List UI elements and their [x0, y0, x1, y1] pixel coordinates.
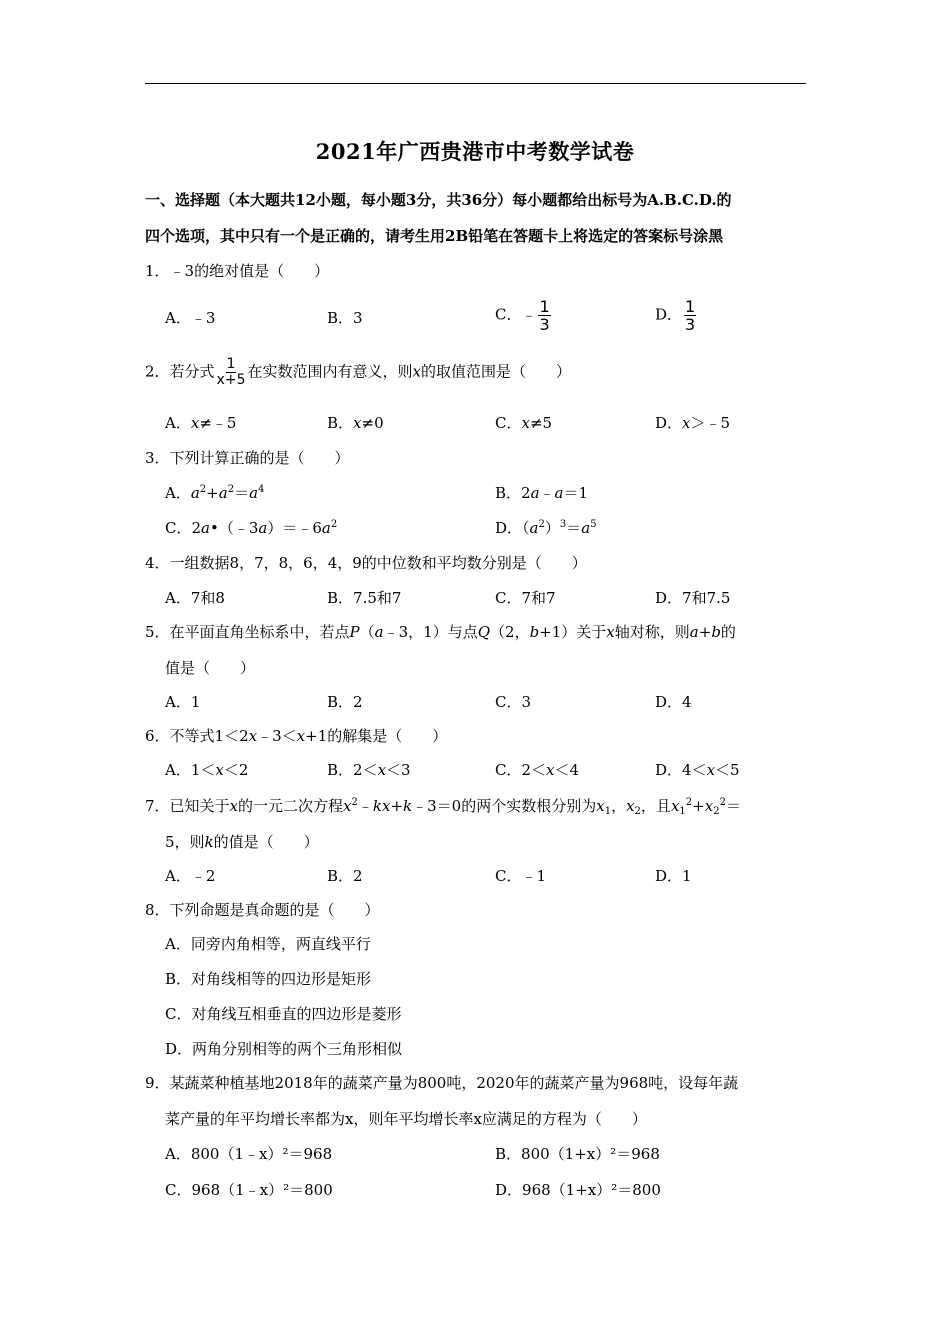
q6-option-b: B．2＜x＜3: [327, 761, 411, 779]
q4-option-d: D．7和7.5: [655, 589, 731, 607]
frac-den: x+5: [216, 372, 246, 388]
q7-option-b: B．2: [327, 867, 363, 885]
q3-stem: 3．下列计算正确的是（ ）: [145, 449, 350, 467]
frac-den: 3: [685, 315, 696, 334]
q4-stem: 4．一组数据8，7，8，6，4，9的中位数和平均数分别是（ ）: [145, 554, 587, 572]
opt-expr: ≠﹣5: [199, 414, 237, 432]
q3-option-c: C．$2a•(﹣3a)=﹣6a^2$: [165, 519, 338, 537]
q7-option-d: D．1: [655, 867, 692, 885]
q2-stem-rest1: 在实数范围内有意义，则: [247, 362, 413, 381]
q5-option-b: B．2: [327, 693, 363, 711]
q6-stem: 6．不等式1＜2x﹣3＜x+1的解集是（ ）: [145, 727, 448, 745]
q4-option-a: A．7和8: [165, 589, 225, 607]
section-heading-line2: 四个选项，其中只有一个是正确的，请考生用2B铅笔在答题卡上将选定的答案标号涂黑: [145, 227, 724, 245]
frac-num: 1: [685, 297, 696, 316]
opt-label: B．: [327, 414, 354, 432]
opt-expr: ≠0: [361, 414, 384, 432]
q8-stem: 8．下列命题是真命题的是（ ）: [145, 901, 380, 919]
q8-option-d: D．两角分别相等的两个三角形相似: [165, 1040, 403, 1058]
q8-option-c: C．对角线互相垂直的四边形是菱形: [165, 1005, 402, 1023]
q3-option-d: D．$(a^2)^3=a^5$: [495, 519, 597, 537]
page-title: 2021年广西贵港市中考数学试卷: [315, 139, 635, 164]
q1-option-a: A．﹣3: [165, 309, 216, 327]
q1-option-c-label: C．﹣: [495, 305, 537, 324]
q5-stem-line1: 5．在平面直角坐标系中，若点P（a﹣3，1）与点Q（2，b+1）关于x轴对称，则a+b的: [145, 623, 736, 641]
q1-c-fraction: [538, 298, 550, 333]
q2-stem-num: 2．若分式: [145, 362, 215, 381]
q1-option-c: [495, 298, 553, 333]
q2-option-d: [655, 413, 730, 433]
opt-expr: ＞﹣5: [690, 414, 731, 432]
q1-option-b: B．3: [327, 309, 363, 327]
frac-num: 1: [226, 356, 236, 372]
q5-option-d: D．4: [655, 693, 692, 711]
q7-option-c: C．﹣1: [495, 867, 547, 885]
q6-option-d: D．4＜x＜5: [655, 761, 740, 779]
frac-num: 1: [539, 297, 550, 316]
q2-fraction: [217, 357, 246, 388]
opt-label: D．: [655, 414, 683, 432]
q6-option-a: A．1＜x＜2: [165, 761, 249, 779]
q4-option-c: C．7和7: [495, 589, 556, 607]
q7-stem-line2: 5，则k的值是（ ）: [165, 833, 319, 851]
q1-d-fraction: [684, 298, 696, 333]
opt-label: A．: [165, 414, 191, 432]
q2-option-c: [495, 413, 552, 433]
q9-option-a: A．800（1﹣x）²＝968: [165, 1145, 333, 1163]
q9-stem-line2: 菜产量的年平均增长率都为x，则年平均增长率x应满足的方程为（ ）: [165, 1110, 647, 1128]
var-x: x: [190, 414, 200, 432]
q2-stem: [145, 357, 571, 388]
q7-option-a: A．﹣2: [165, 867, 216, 885]
q2-option-a: [165, 413, 236, 433]
section-heading-line1: 一、选择题（本大题共12小题，每小题3分，共36分）每小题都给出标号为A.B.C.D.的: [145, 191, 732, 209]
q1-stem: 1．﹣3的绝对值是（ ）: [145, 262, 330, 280]
var-x: x: [682, 414, 691, 432]
frac-den: 3: [539, 315, 550, 334]
q3-option-b: B．2a﹣a＝1: [495, 484, 589, 502]
q9-stem-line1: 9．某蔬菜种植基地2018年的蔬菜产量为800吨，2020年的蔬菜产量为968吨，设每年蔬: [145, 1074, 739, 1092]
opt-label: C．: [495, 414, 522, 432]
q9-option-d: D．968（1+x）²＝800: [495, 1181, 661, 1199]
opt-expr: ≠5: [529, 414, 553, 432]
q4-option-b: B．7.5和7: [327, 589, 402, 607]
q8-option-a: A．同旁内角相等，两直线平行: [165, 935, 371, 953]
q2-stem-rest2: 的取值范围是（ ）: [420, 362, 571, 381]
q5-stem-line2: 值是（ ）: [165, 659, 256, 677]
q2-option-b: [327, 413, 384, 433]
q7-stem-line1: 7．已知关于x的一元二次方程$x^2﹣kx+k﹣3=0$的两个实数根分别为$x_1$，$x_2$，且$x_1^2+x_2^2=$: [145, 797, 741, 817]
q5-option-a: A．1: [165, 693, 201, 711]
var-x: x: [521, 414, 530, 432]
q6-option-c: C．2＜x＜4: [495, 761, 580, 779]
q3-option-a: A．$a^2+a^2=a^4$: [165, 484, 265, 502]
var-x: x: [412, 362, 421, 381]
q9-option-c: C．968（1﹣x）²＝800: [165, 1181, 333, 1199]
q8-option-b: B．对角线相等的四边形是矩形: [165, 970, 372, 988]
q5-option-c: C．3: [495, 693, 532, 711]
q5-stem-text: 5．在平面直角坐标系中，若点: [145, 623, 350, 641]
q1-option-d-label: D．: [655, 305, 683, 324]
q1-option-d: [655, 298, 698, 333]
var-x: x: [353, 414, 362, 432]
header-rule: [145, 83, 806, 84]
q9-option-b: B．800（1+x）²＝968: [495, 1145, 660, 1163]
